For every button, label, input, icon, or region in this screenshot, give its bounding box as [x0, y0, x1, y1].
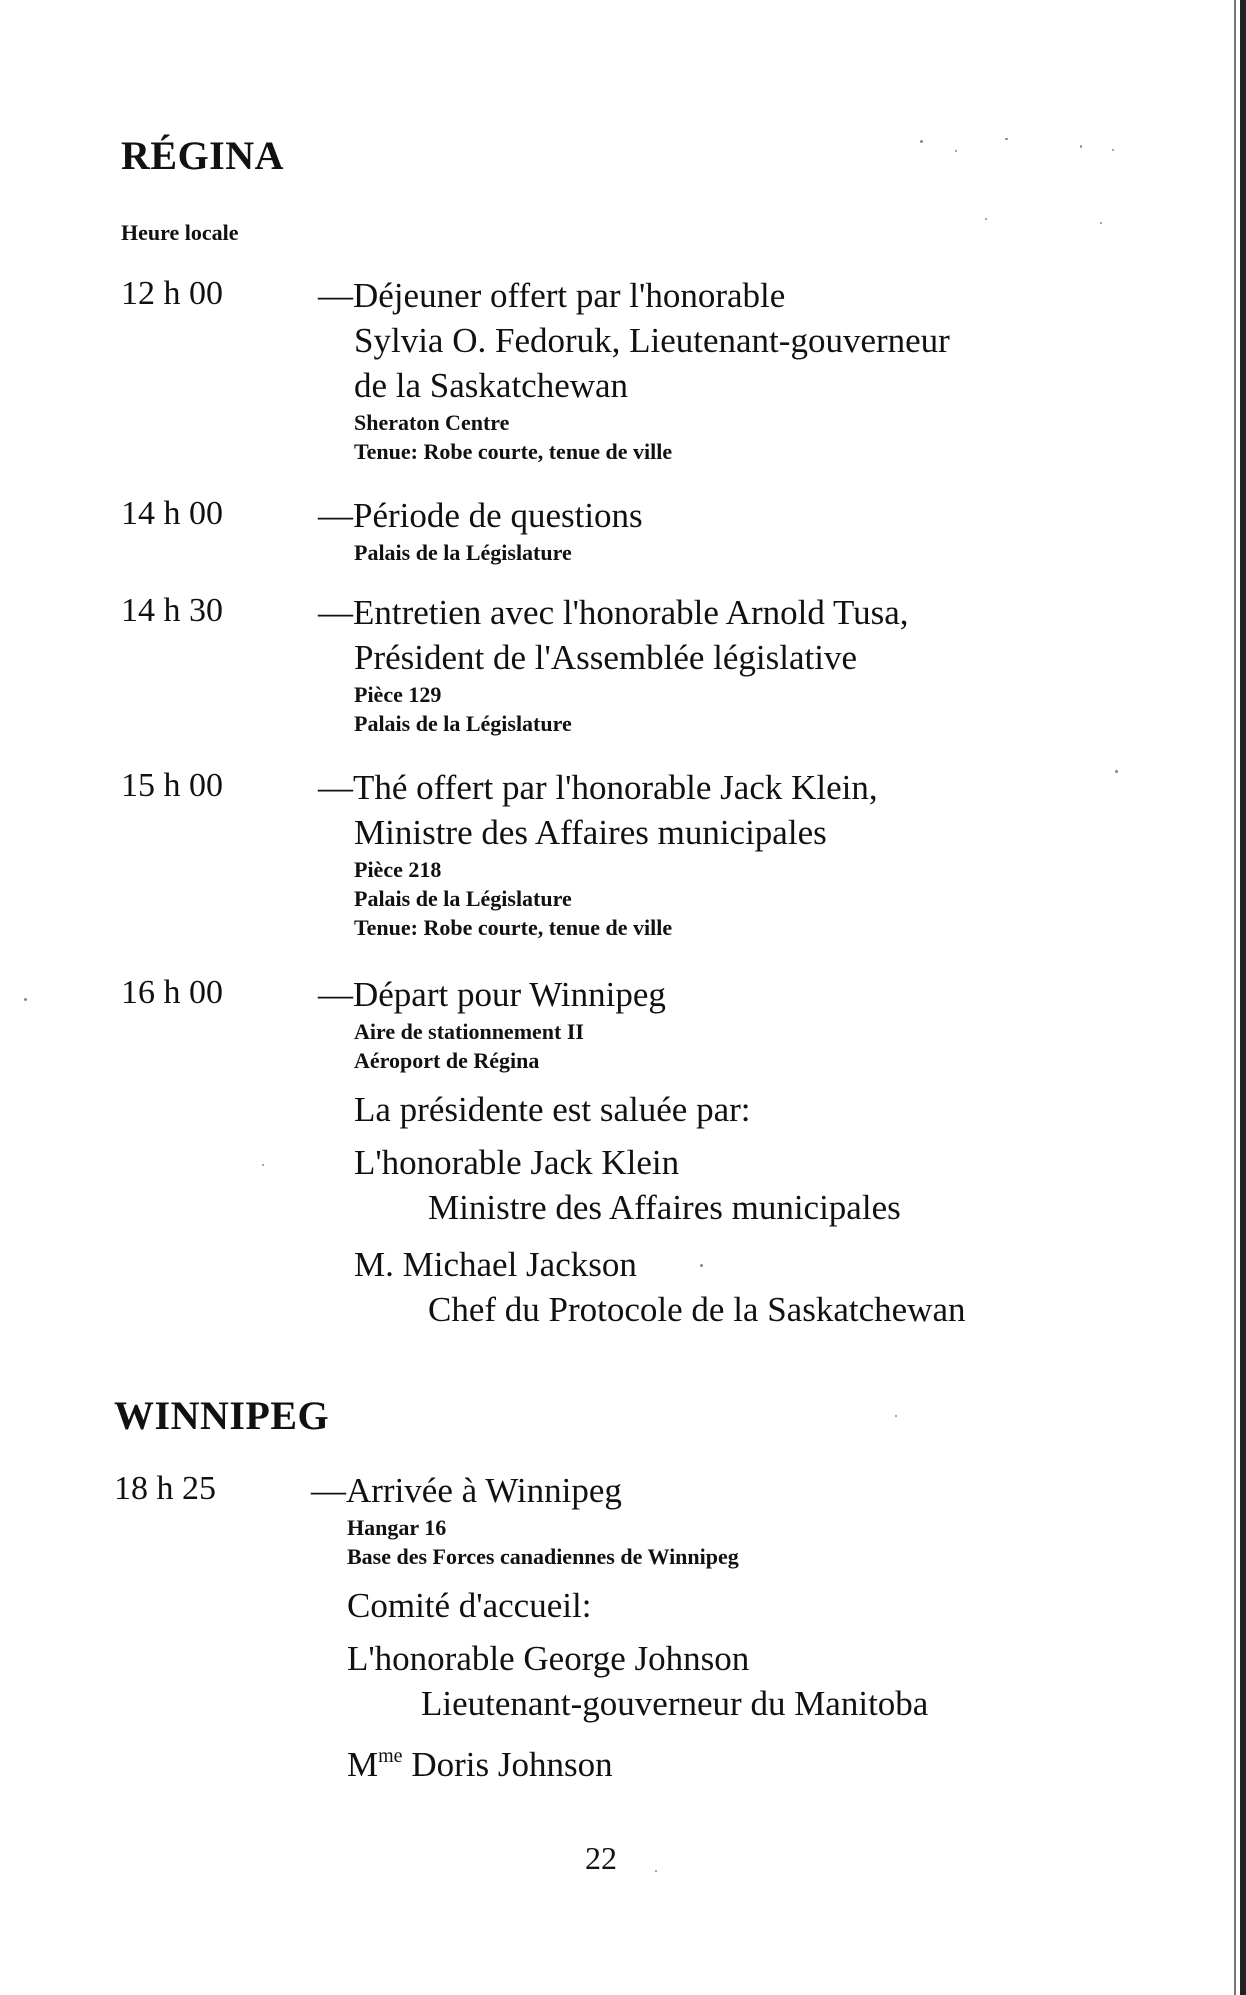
scan-speck [955, 150, 957, 152]
time-14h30: 14 h 30 [121, 592, 223, 629]
entry-title-line: Président de l'Assemblée législative [354, 638, 857, 677]
entry-title-line: —Arrivée à Winnipeg [311, 1471, 622, 1510]
scan-speck [1100, 222, 1102, 224]
time-14h00: 14 h 00 [121, 495, 223, 532]
time-12h00: 12 h 00 [121, 275, 223, 312]
entry-title-line: —Entretien avec l'honorable Arnold Tusa, [318, 593, 909, 632]
greeter-spouse [311, 1734, 1131, 1787]
time-18h25: 18 h 25 [114, 1470, 216, 1507]
spouse-name: Doris Johnson [402, 1745, 613, 1784]
scan-speck [700, 1264, 703, 1267]
scan-speck [985, 218, 987, 220]
entry-detail: Palais de la Législature [354, 711, 572, 736]
greeter-name: L'honorable Jack Klein [354, 1143, 680, 1182]
section-title-regina: RÉGINA [121, 133, 285, 178]
schedule-entry-entretien [318, 590, 1138, 738]
scan-speck [1080, 145, 1082, 148]
greeter-name: M. Michael Jackson [354, 1245, 637, 1284]
page-edge-rule [1240, 0, 1246, 1995]
scan-speck [655, 1870, 657, 1872]
schedule-entry-dejeuner [318, 273, 1138, 466]
entry-detail: Palais de la Législature [354, 540, 572, 565]
entry-detail: Tenue: Robe courte, tenue de ville [354, 915, 673, 940]
committee-label: Comité d'accueil: [347, 1586, 592, 1625]
time-15h00: 15 h 00 [121, 767, 223, 804]
time-16h00: 16 h 00 [121, 974, 223, 1011]
local-time-label: Heure locale [121, 220, 239, 245]
greeter-role: Lieutenant-gouverneur du Manitoba [421, 1684, 929, 1723]
schedule-entry-the [318, 765, 1138, 942]
greeter-name: L'honorable George Johnson [347, 1639, 750, 1678]
entry-detail: Aire de stationnement II [354, 1019, 584, 1044]
page-number: 22 [585, 1840, 617, 1876]
entry-title-line: —Départ pour Winnipeg [318, 975, 666, 1014]
scan-speck [895, 1415, 897, 1417]
entry-detail: Hangar 16 [347, 1515, 447, 1540]
entry-detail: Base des Forces canadiennes de Winnipeg [347, 1544, 739, 1569]
entry-title-line: —Thé offert par l'honorable Jack Klein, [318, 768, 878, 807]
spouse-prefix: M [347, 1745, 379, 1784]
scan-speck [24, 998, 27, 1001]
entry-detail: Pièce 218 [354, 857, 442, 882]
schedule-entry-arrivee [311, 1468, 1131, 1787]
entry-detail: Sheraton Centre [354, 410, 510, 435]
greeter-role: Ministre des Affaires municipales [428, 1188, 901, 1227]
schedule-entry-depart [318, 972, 1138, 1332]
section-title-winnipeg: WINNIPEG [114, 1393, 330, 1438]
entry-detail: Aéroport de Régina [354, 1048, 540, 1073]
entry-title-line: —Période de questions [318, 496, 643, 535]
entry-title-line: Sylvia O. Fedoruk, Lieutenant-gouverneur [354, 321, 950, 360]
scan-speck [1112, 149, 1114, 151]
entry-title-line: de la Saskatchewan [354, 366, 629, 405]
scan-speck [920, 140, 923, 143]
entry-detail: Pièce 129 [354, 682, 442, 707]
greeting-text: La présidente est saluée par: [354, 1090, 751, 1129]
greeter-role: Chef du Protocole de la Saskatchewan [428, 1290, 966, 1329]
page-edge-rule-inner [1234, 0, 1236, 1995]
scan-speck [1115, 770, 1118, 773]
entry-title-line: Ministre des Affaires municipales [354, 813, 827, 852]
schedule-entry-periode-questions [318, 493, 1138, 567]
entry-detail: Palais de la Législature [354, 886, 572, 911]
entry-detail: Tenue: Robe courte, tenue de ville [354, 439, 673, 464]
spouse-superscript: me [378, 1745, 403, 1767]
scan-speck [262, 1164, 264, 1166]
entry-title-line: —Déjeuner offert par l'honorable [318, 276, 786, 315]
scan-speck [1005, 138, 1008, 140]
